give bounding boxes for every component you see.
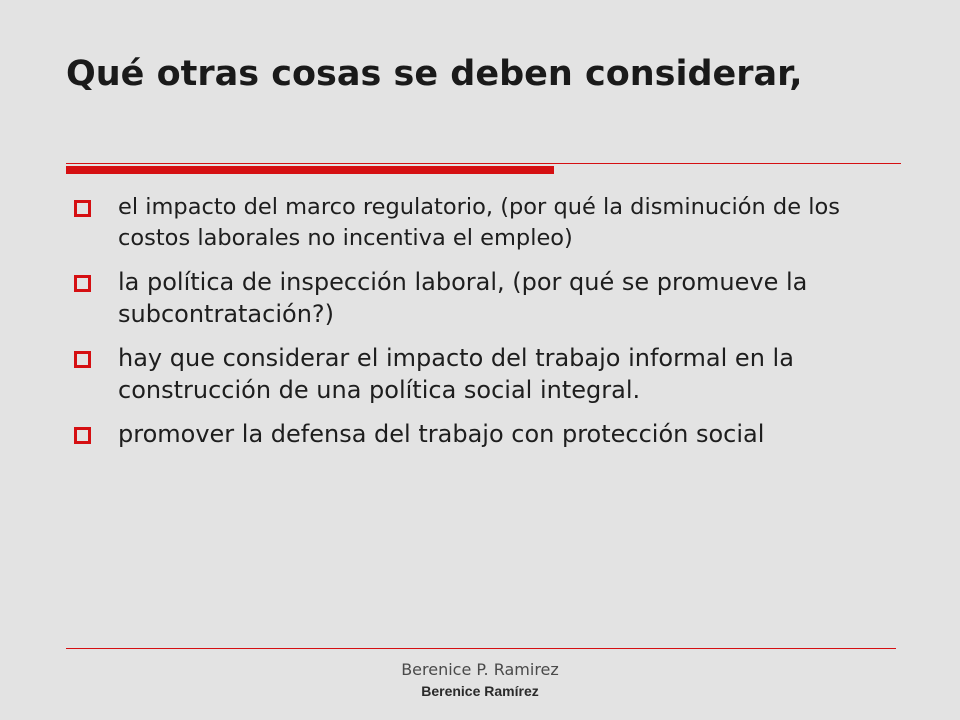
square-bullet-icon [74,427,91,444]
footer-author: Berenice P. Ramirez [401,660,559,679]
bullet-item [72,266,902,330]
bullet-text: promover la defensa del trabajo con protección social [118,420,765,448]
slide-title: Qué otras cosas se deben considerar, [66,54,803,94]
title-divider-thick [66,166,554,174]
square-bullet-icon [74,275,91,292]
footer-divider [66,648,896,649]
bullet-item [72,418,902,450]
square-bullet-icon [74,351,91,368]
bullet-item [72,192,902,254]
square-bullet-icon [74,200,91,217]
footer-watermark: Berenice Ramírez [421,683,539,699]
bullet-text: el impacto del marco regulatorio, (por qué la disminución de los costos laborales no incentiva el empleo) [118,194,840,251]
bullet-text: la política de inspección laboral, (por qué se promueve la subcontratación?) [118,268,808,328]
bullet-list [72,192,902,462]
bullet-text: hay que considerar el impacto del trabajo informal en la construcción de una política social integral. [118,344,794,404]
title-divider-thin [66,163,901,164]
bullet-item [72,342,902,406]
